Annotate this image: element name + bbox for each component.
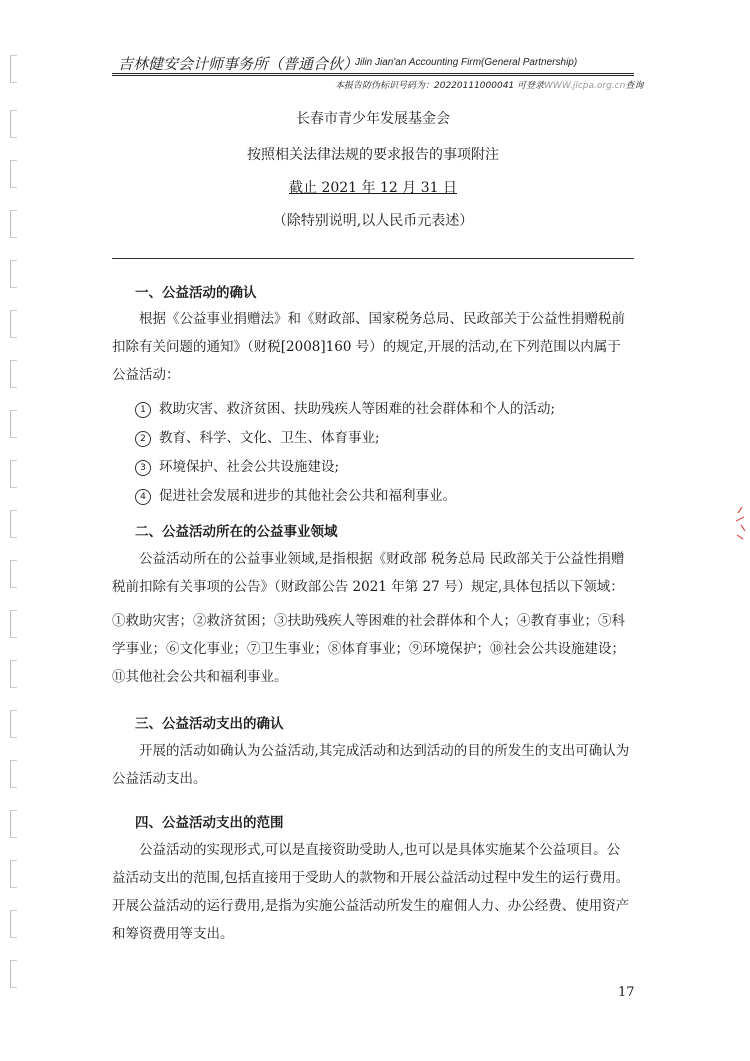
- firm-name-cn: 吉林健安会计师事务所（普通合伙）: [118, 55, 359, 73]
- section-3-paragraph: 开展的活动如确认为公益活动,其完成活动和达到活动的目的所发生的支出可确认为公益活动支出。: [112, 743, 630, 787]
- binding-mark: [10, 460, 17, 488]
- verification-url: WWW.jlcpa.org.cn: [544, 81, 626, 91]
- page-number: 17: [618, 985, 635, 1000]
- binding-mark: [10, 810, 17, 838]
- list-number: 4: [135, 489, 151, 505]
- currency-note: （除特别说明,以人民币元表述）: [272, 213, 474, 229]
- list-item: [135, 455, 339, 476]
- list-item-text: 促进社会发展和进步的其他社会公共和福利事业。: [159, 488, 456, 504]
- binding-mark: [10, 360, 17, 388]
- verification-suffix: 查询: [625, 81, 644, 91]
- list-item-text: 环境保护、社会公共设施建设;: [159, 459, 340, 475]
- title-divider: [112, 258, 634, 259]
- binding-mark: [10, 260, 17, 288]
- binding-mark: [10, 110, 17, 138]
- binding-mark: [10, 160, 17, 188]
- section-2-paragraph-1: 公益活动所在的公益事业领域,是指根据《财政部 税务总局 民政部关于公益性捐赠税前扣除有关事项的公告》（财政部公告 2021 年第 27 号）规定,具体包括以下领域：: [112, 551, 625, 595]
- verification-code: 本报告防伪标识号码为：20220111000041 可登录: [335, 81, 545, 91]
- section-heading-3: 三、公益活动支出的确认: [135, 716, 284, 732]
- section-heading-4: 四、公益活动支出的范围: [135, 815, 284, 831]
- binding-mark: [10, 760, 17, 788]
- report-subtitle: 按照相关法律法规的要求报告的事项附注: [247, 147, 499, 163]
- binding-mark: [10, 210, 17, 238]
- binding-mark: [10, 55, 17, 83]
- section-4-body: [112, 836, 632, 948]
- list-item: [135, 426, 380, 447]
- section-2-body: [112, 545, 632, 691]
- binding-mark: [10, 960, 17, 988]
- list-number: 3: [135, 460, 151, 476]
- section-heading-2: 二、公益活动所在的公益事业领域: [135, 524, 338, 540]
- binding-mark: [10, 860, 17, 888]
- binding-mark: [10, 410, 17, 438]
- binding-mark: [10, 510, 17, 538]
- report-date: [112, 177, 634, 197]
- binding-mark: [10, 610, 17, 638]
- binding-margin: [0, 0, 28, 1061]
- header-rule-top: [112, 73, 634, 74]
- list-item: [135, 484, 456, 505]
- list-item: [135, 397, 555, 418]
- section-3-body: [112, 737, 632, 793]
- binding-mark: [10, 660, 17, 688]
- binding-mark: [10, 310, 17, 338]
- section-heading-1: 一、公益活动的确认: [135, 285, 257, 301]
- section-4-paragraph: 公益活动的实现形式,可以是直接资助受助人,也可以是具体实施某个公益项目。公益活动支出的范围,包括直接用于受助人的款物和开展公益活动过程中发生的运行费用。开展公益活动的运行费用,是指为实施公益活动所发生的雇佣人力、办公经费、使用资产和筹资费用等支出。: [112, 842, 630, 942]
- firm-name-en: Jilin Jian'an Accounting Firm(General Partnership): [355, 57, 578, 68]
- section-1-body: [112, 305, 632, 389]
- section-1-paragraph: 根据《公益事业捐赠法》和《财政部、国家税务总局、民政部关于公益性捐赠税前扣除有关问题的通知》（财税[2008]160 号）的规定,开展的活动,在下列范围以内属于公益活动：: [112, 311, 625, 383]
- section-2-paragraph-2: ①救助灾害；②救济贫困；③扶助残疾人等困难的社会群体和个人；④教育事业；⑤科学事业；⑥文化事业；⑦卫生事业；⑧体育事业；⑨环境保护；⑩社会公共设施建设；⑪其他社会公共和福利事业。: [112, 613, 625, 685]
- binding-mark: [10, 710, 17, 738]
- list-item-text: 教育、科学、文化、卫生、体育事业;: [159, 430, 380, 446]
- list-number: 2: [135, 431, 151, 447]
- binding-mark: [10, 560, 17, 588]
- list-number: 1: [135, 402, 151, 418]
- verification-line: [335, 78, 643, 91]
- header-rule-bottom: [112, 75, 634, 76]
- list-item-text: 救助灾害、救济贫困、扶助残疾人等困难的社会群体和个人的活动;: [159, 401, 556, 417]
- org-title: 长春市青少年发展基金会: [296, 111, 450, 127]
- seal-fragment-icon: [732, 505, 746, 545]
- report-date-text: 截止 2021 年 12 月 31 日: [289, 180, 457, 196]
- binding-mark: [10, 910, 17, 938]
